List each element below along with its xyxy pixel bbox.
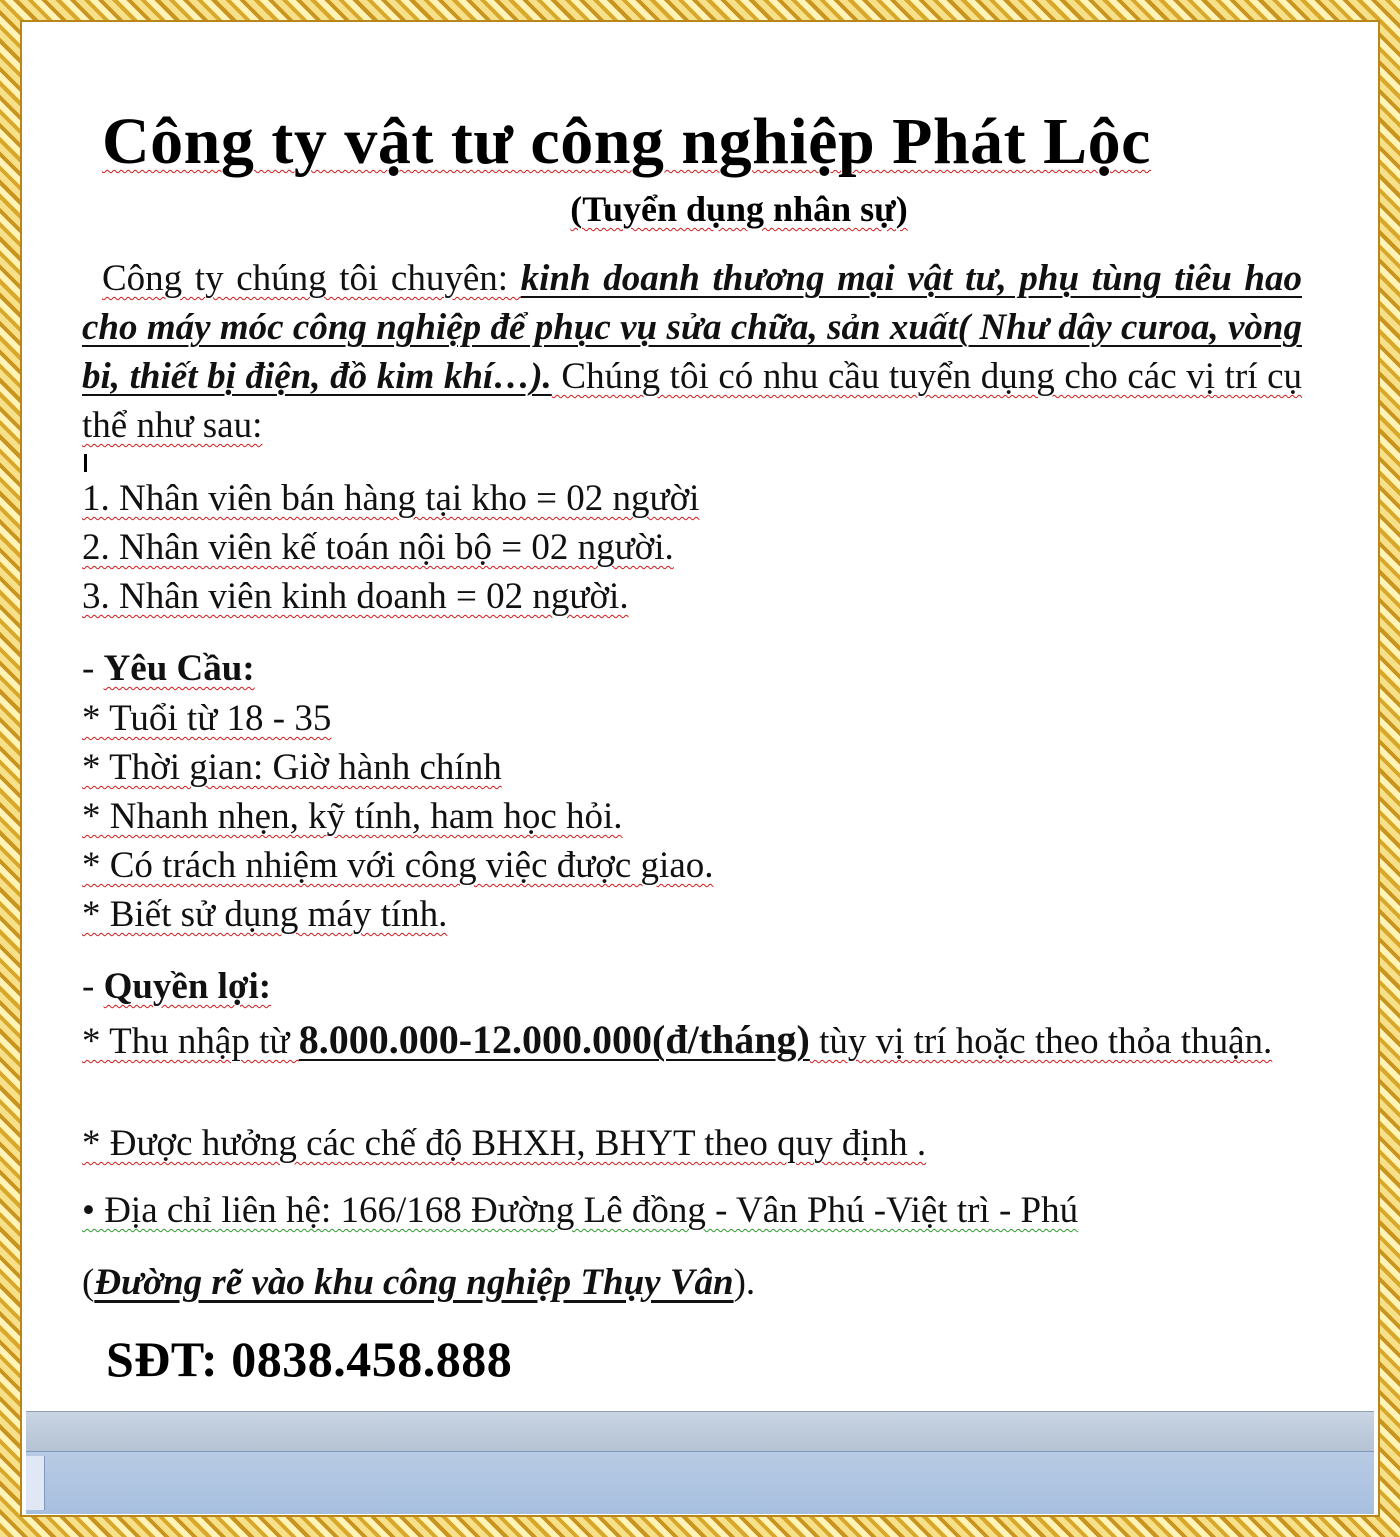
document-page[interactable] (26, 26, 1374, 1411)
requirement-item (82, 743, 1282, 792)
requirements-list (82, 694, 1282, 939)
intro-paragraph (82, 254, 1302, 450)
contact-address (82, 1186, 1302, 1235)
address-line: • Địa chỉ liên hệ: 166/168 Đường Lê đồng - Vân Phú -Việt trì - Phú (82, 1190, 1079, 1231)
position-item (82, 523, 1282, 572)
position-item (82, 474, 1282, 523)
requirement-text: * Biết sử dụng máy tính. (82, 894, 448, 935)
income-benefit (82, 1014, 1302, 1068)
requirement-text: * Thời gian: Giờ hành chính (82, 747, 502, 788)
position-text: 2. Nhân viên kế toán nội bộ = 02 người. (82, 527, 674, 568)
requirement-item (82, 841, 1282, 890)
benefits-heading: - Quyền lợi: (82, 966, 272, 1007)
benefits-heading-text: Quyền lợi: (103, 966, 272, 1007)
insurance-text: * Được hưởng các chế độ BHXH, BHYT theo quy định . (82, 1123, 927, 1164)
recruitment-subtitle (26, 188, 1400, 230)
requirement-item (82, 890, 1282, 939)
subtitle-text: (Tuyển dụng nhân sự) (570, 189, 908, 229)
requirements-heading: - Yêu Cầu: (82, 648, 255, 689)
position-text: 3. Nhân viên kinh doanh = 02 người. (82, 576, 629, 617)
income-prefix: * Thu nhập từ (82, 1021, 299, 1062)
intro-lead: Công ty chúng tôi chuyên: (102, 258, 521, 299)
insurance-benefit (82, 1118, 1302, 1170)
intro-business-description: kinh doanh thương mại vật tư, phụ tùng tiêu hao cho máy móc công nghiệp để phục vụ sửa chữa, sản xuất( Như dây curoa, vòng bi, thiết bị điện, đồ kim khí…). (82, 258, 1302, 397)
address-note (82, 1258, 1302, 1307)
title-text: Công ty vật tư công nghiệp Phát Lộc (102, 105, 1151, 178)
requirement-text: * Có trách nhiệm với công việc được giao. (82, 845, 714, 886)
status-bar-left-cell (26, 1456, 45, 1510)
position-item (82, 572, 1282, 621)
paren-close: ). (733, 1262, 756, 1303)
company-title (102, 104, 1322, 180)
phone-number: SĐT: 0838.458.888 (106, 1331, 513, 1387)
status-bar (26, 1451, 1374, 1514)
intro-tail: Chúng tôi có nhu cầu tuyển dụng cho các vị trí cụ thể như sau: (82, 356, 1303, 446)
position-text: 1. Nhân viên bán hàng tại kho = 02 người (82, 478, 700, 519)
address-place: Đường rẽ vào khu công nghiệp Thụy Vân (94, 1262, 734, 1303)
requirement-item (82, 792, 1282, 841)
requirement-item (82, 694, 1282, 743)
positions-list (82, 474, 1282, 621)
horizontal-scrollbar-area[interactable] (26, 1411, 1374, 1452)
text-cursor (84, 454, 87, 472)
paren-open: ( (82, 1262, 95, 1303)
requirement-text: * Nhanh nhẹn, kỹ tính, ham học hỏi. (82, 796, 623, 837)
requirements-heading-text: Yêu Cầu: (103, 648, 255, 689)
income-amount: 8.000.000-12.000.000(đ/tháng) (298, 1017, 810, 1062)
income-suffix: tùy vị trí hoặc theo thỏa thuận. (809, 1021, 1273, 1062)
requirement-text: * Tuổi từ 18 - 35 (82, 698, 332, 739)
